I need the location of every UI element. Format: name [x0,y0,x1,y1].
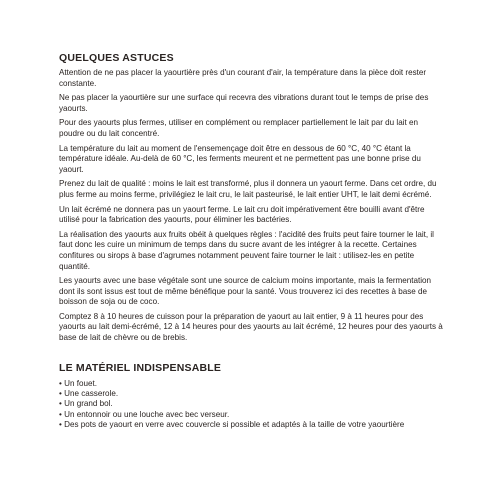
materiel-item-bol: • Un grand bol. [59,399,444,409]
tips-heading: QUELQUES ASTUCES [59,52,174,64]
materiel-list [59,379,444,431]
tips-section [59,52,444,344]
tip-paragraph-4: La température du lait au moment de l'ensemençage doit être en dessous de 60 °C, 40 °C étant la température idéale. Au-delà de 60 °C, les ferments meurent et ne permettent pas une bonne prise du yaourt. [59,143,421,174]
tip-paragraph-5: Prenez du lait de qualité : moins le lait est transformé, plus il donnera un yaourt ferme. Dans cet ordre, du plus ferme au moins ferme, privilégiez le lait cru, le lait pasteurisé, le lait entier UHT, le lait demi écrémé. [59,179,437,199]
tip-paragraph-9: Comptez 8 à 10 heures de cuisson pour la préparation de yaourt au lait entier, 9 à 11 heures pour des yaourts au lait demi-écrémé, 12 à 14 heures pour des yaourts au lait écrémé, 12 heures pour des yaourts à base de lait de chèvre ou de brebis. [59,311,443,343]
tip-paragraph-2: Ne pas placer la yaourtière sur une surface qui recevra des vibrations durant tout le temps de prise des yaourts. [59,93,429,113]
materiel-item-fouet: • Un fouet. [59,379,444,389]
materiel-heading: LE MATÉRIEL INDISPENSABLE [59,361,222,374]
materiel-item-casserole: • Une casserole. [59,389,444,399]
document-page [59,52,444,431]
tip-paragraph-8: Les yaourts avec une base végétale sont une source de calcium moins importante, mais la fermentation dont ils sont issus est tout de même bénéfique pour la santé. Vous trouverez ici des recettes à base de boisson de soja ou de coco. [59,276,432,307]
tip-paragraph-7: La réalisation des yaourts aux fruits obéit à quelques règles : l'acidité des fruits peut faire tourner le lait, il faut donc les cuire un minimum de temps dans du sucre avant de les intégrer à la recette. Certaines confitures ou sirops à base d'agrumes notamment peuvent faire tourner le lait : utilisez-les en petite quantité. [59,229,434,271]
tip-paragraph-6: Un lait écrémé ne donnera pas un yaourt ferme. Le lait cru doit impérativement être bouilli avant d'être utilisé pour la fabrication des yaourts, pour éliminer les bactéries. [59,204,425,225]
tip-paragraph-3: Pour des yaourts plus fermes, utiliser en complément ou remplacer partiellement le lait par du lait en poudre ou du lait concentré. [59,118,418,138]
materiel-item-pots: • Des pots de yaourt en verre avec couvercle si possible et adaptés à la taille de votre yaourtière [59,420,444,430]
tip-paragraph-1: Attention de ne pas placer la yaourtière près d'un courant d'air, la température dans la pièce doit rester constante. [59,68,427,88]
materiel-item-entonnoir: • Un entonnoir ou une louche avec bec verseur. [59,410,444,420]
materiel-section [59,362,444,431]
